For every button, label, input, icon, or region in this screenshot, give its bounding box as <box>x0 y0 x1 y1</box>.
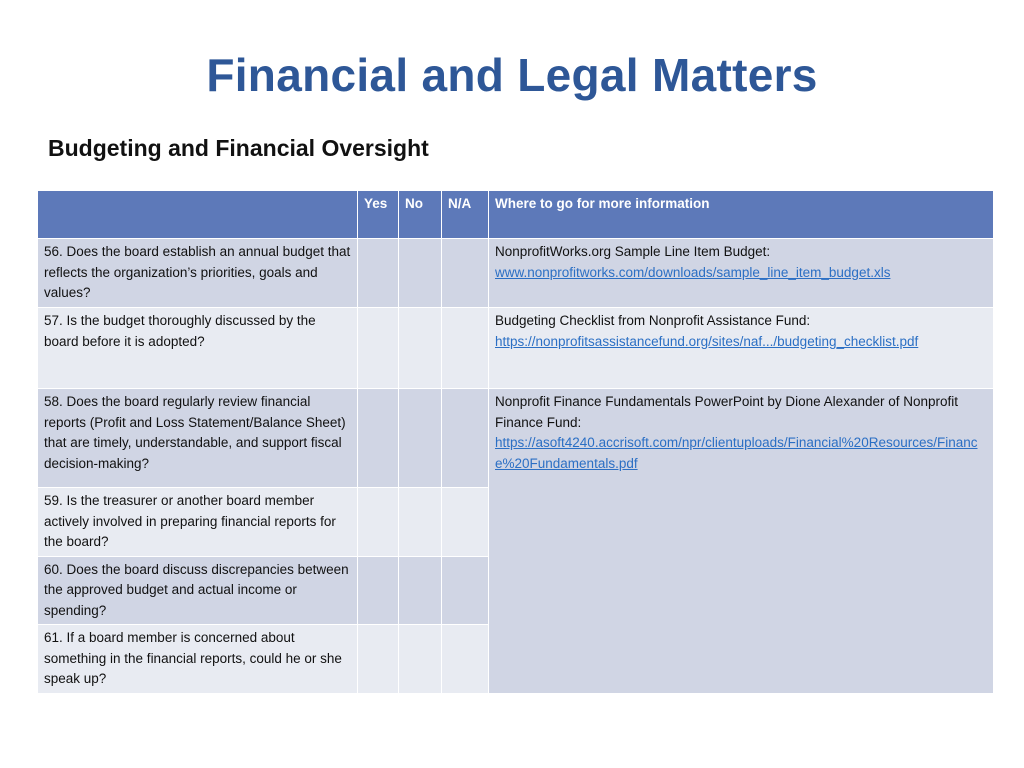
info-text: NonprofitWorks.org Sample Line Item Budget: <box>495 244 771 259</box>
question-cell: 60. Does the board discuss discrepancies between the approved budget and actual income or spending? <box>38 556 358 625</box>
info-cell <box>489 389 994 694</box>
info-link[interactable]: https://nonprofitsassistancefund.org/sites/naf.../budgeting_checklist.pdf <box>495 333 919 349</box>
na-cell[interactable] <box>442 308 489 389</box>
slide-title: Financial and Legal Matters <box>206 49 818 101</box>
info-link[interactable]: https://asoft4240.accrisoft.com/npr/clientuploads/Financial%20Resources/Finance%20Fundamentals.pdf <box>495 435 978 471</box>
table-row <box>38 308 994 389</box>
yes-cell[interactable] <box>358 625 399 694</box>
no-cell[interactable] <box>399 488 442 557</box>
na-cell[interactable] <box>442 239 489 308</box>
info-link[interactable]: www.nonprofitworks.com/downloads/sample_line_item_budget.xls <box>495 264 891 280</box>
header-na: N/A <box>442 191 489 239</box>
no-cell[interactable] <box>399 308 442 389</box>
na-cell[interactable] <box>442 389 489 488</box>
table-row <box>38 389 994 488</box>
info-text: Nonprofit Finance Fundamentals PowerPoint by Dione Alexander of Nonprofit Finance Fund: <box>495 394 959 430</box>
question-cell: 57. Is the budget thoroughly discussed by the board before it is adopted? <box>38 308 358 389</box>
no-cell[interactable] <box>399 239 442 308</box>
info-cell <box>489 308 994 389</box>
yes-cell[interactable] <box>358 556 399 625</box>
yes-cell[interactable] <box>358 488 399 557</box>
question-cell: 56. Does the board establish an annual budget that reflects the organization’s priorities, goals and values? <box>38 239 358 308</box>
yes-cell[interactable] <box>358 239 399 308</box>
question-cell: 61. If a board member is concerned about something in the financial reports, could he or she speak up? <box>38 625 358 694</box>
question-cell: 59. Is the treasurer or another board member actively involved in preparing financial reports for the board? <box>38 488 358 557</box>
info-cell <box>489 239 994 308</box>
table-header-row <box>38 191 994 239</box>
na-cell[interactable] <box>442 625 489 694</box>
checklist-table <box>37 190 994 694</box>
no-cell[interactable] <box>399 389 442 488</box>
question-cell: 58. Does the board regularly review financial reports (Profit and Loss Statement/Balance Sheet) that are timely, understandable, and support fiscal decision-making? <box>38 389 358 488</box>
header-no: No <box>399 191 442 239</box>
header-yes: Yes <box>358 191 399 239</box>
yes-cell[interactable] <box>358 389 399 488</box>
info-text: Budgeting Checklist from Nonprofit Assistance Fund: <box>495 313 811 328</box>
no-cell[interactable] <box>399 625 442 694</box>
header-info: Where to go for more information <box>489 191 994 239</box>
section-subtitle: Budgeting and Financial Oversight <box>48 135 429 161</box>
header-question <box>38 191 358 239</box>
na-cell[interactable] <box>442 488 489 557</box>
table-row <box>38 239 994 308</box>
na-cell[interactable] <box>442 556 489 625</box>
no-cell[interactable] <box>399 556 442 625</box>
yes-cell[interactable] <box>358 308 399 389</box>
